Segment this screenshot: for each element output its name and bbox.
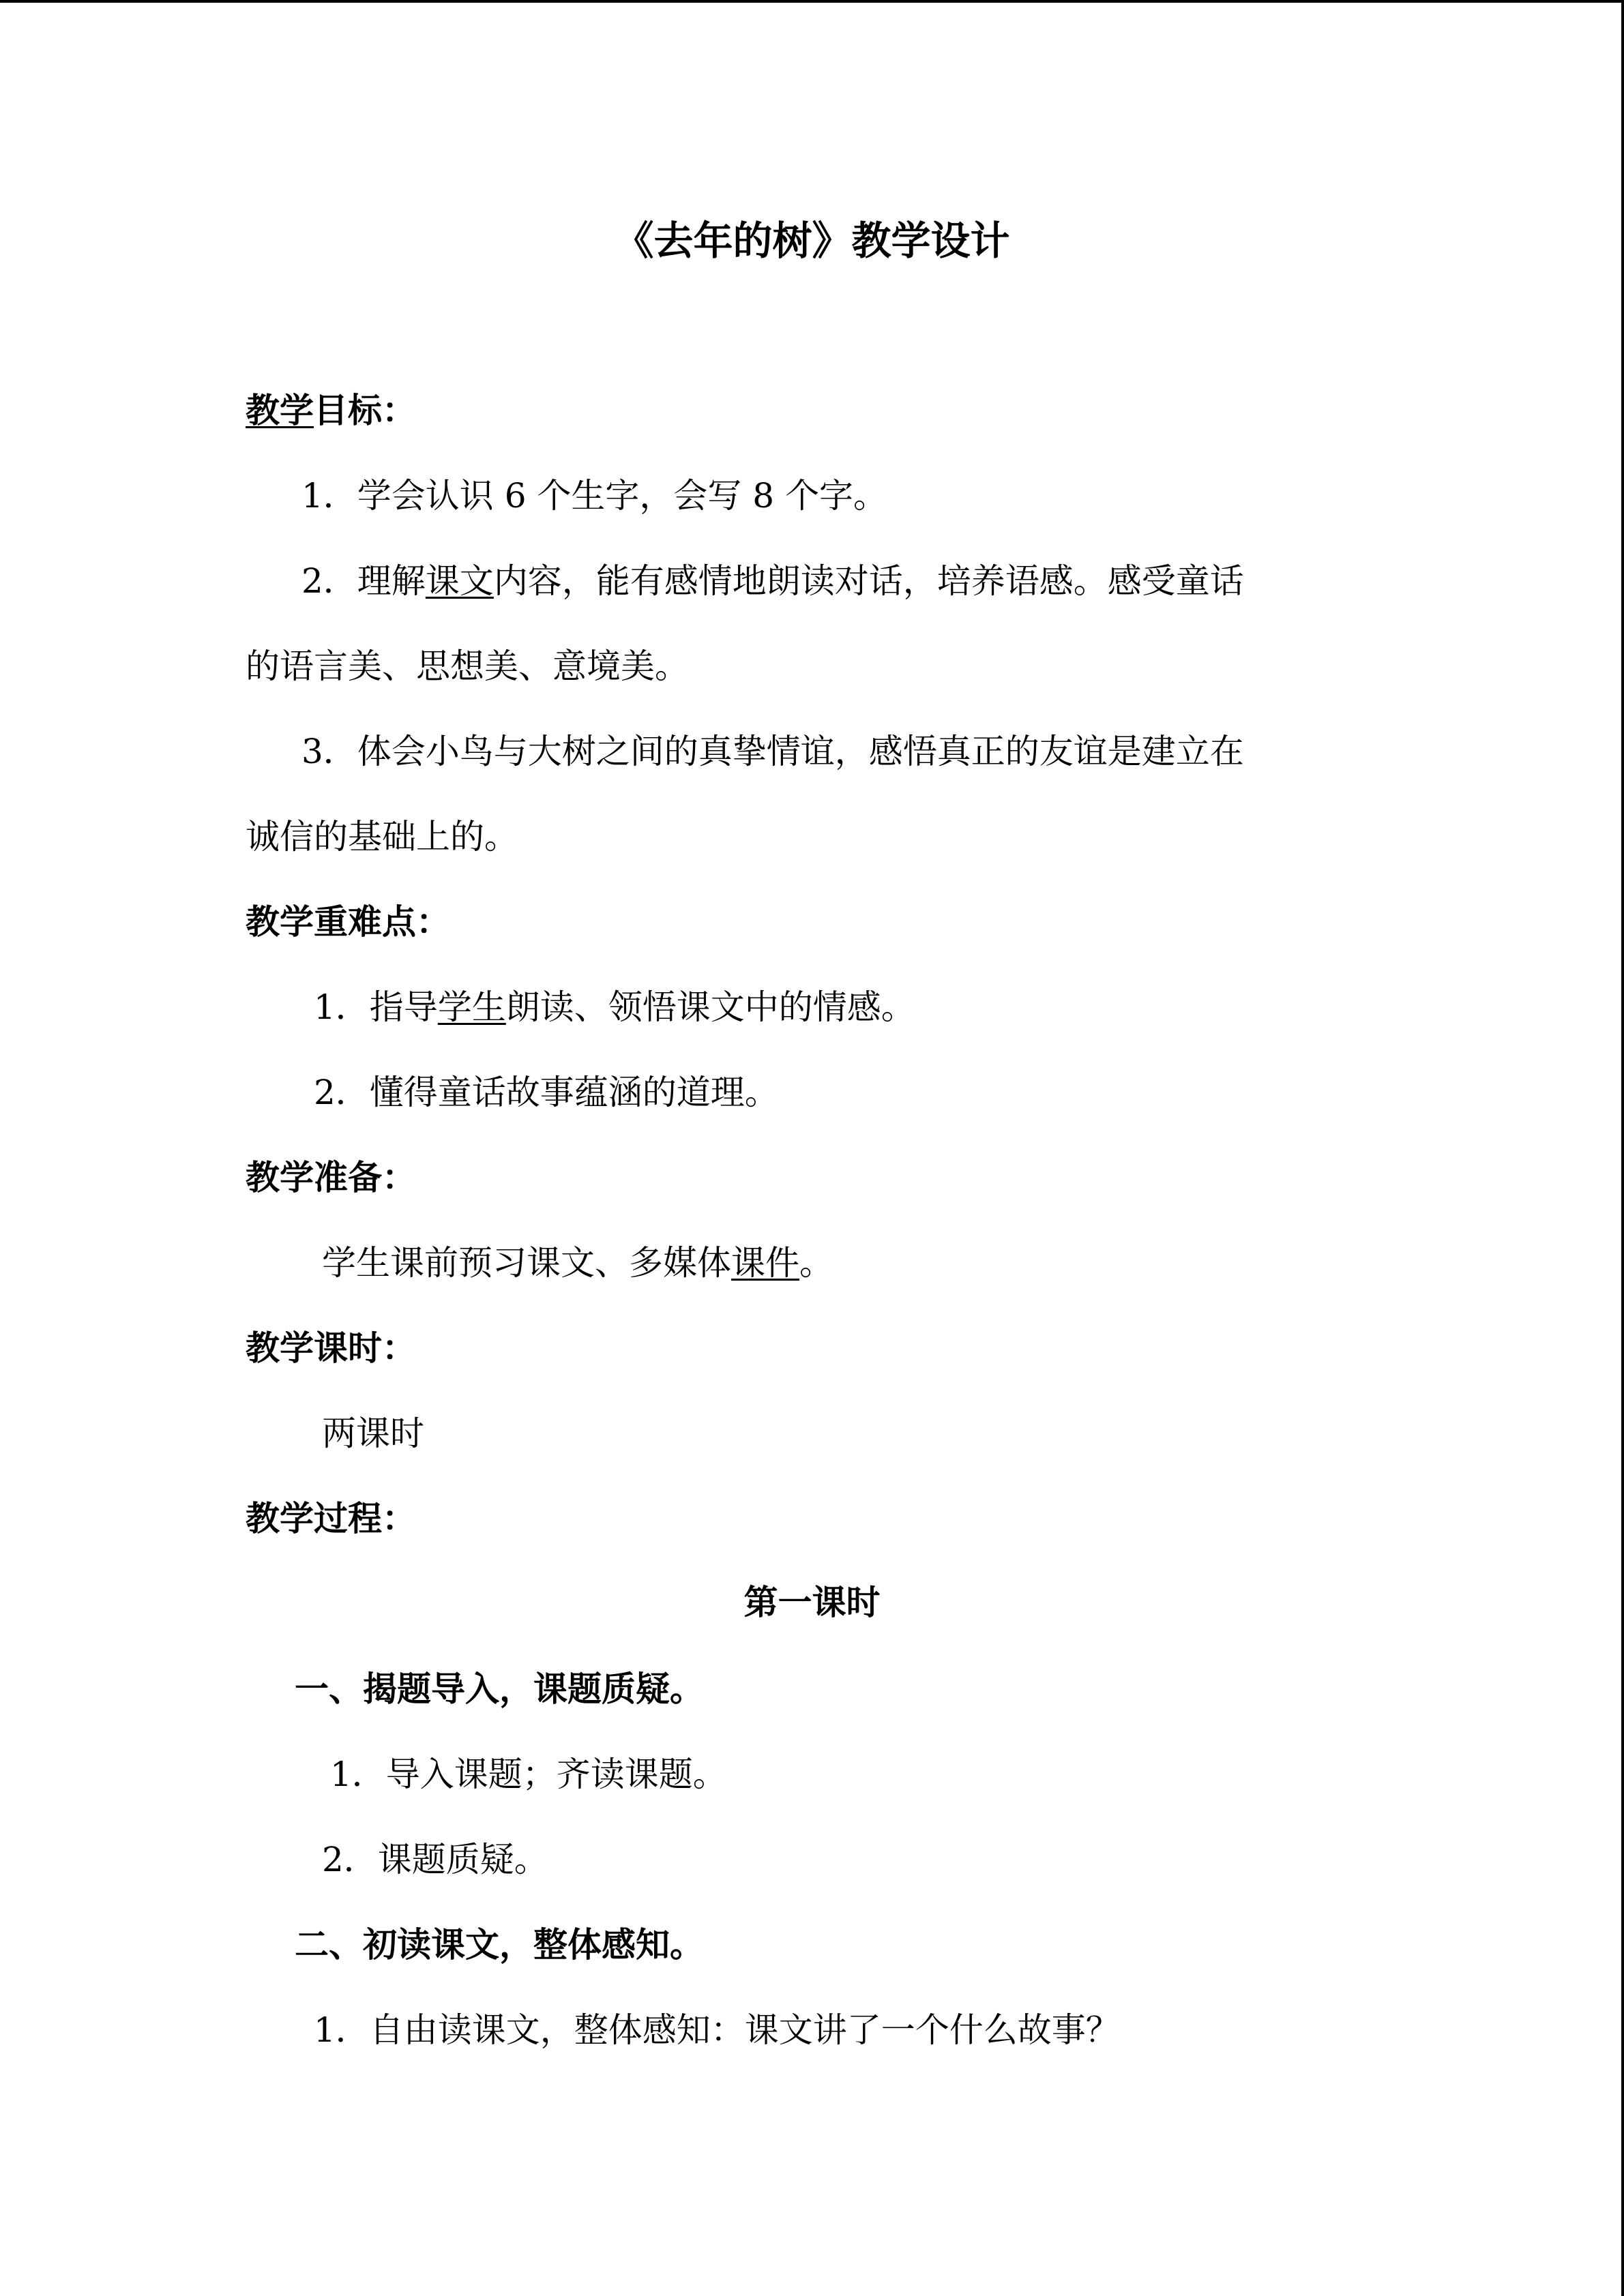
key-point-item-1-link[interactable]: 学生 — [437, 987, 506, 1027]
key-point-item-1-pre: 1．指导 — [314, 987, 438, 1027]
preparation-text-pre: 学生课前预习课文、多媒体 — [322, 1243, 731, 1283]
preparation-text-link[interactable]: 课件 — [731, 1243, 799, 1283]
preparation-text-post: 。 — [799, 1243, 833, 1283]
objective-item-3: 3．体会小鸟与大树之间的真挚情谊，感悟真正的友谊是建立在 — [301, 732, 1244, 771]
section-2-item-1: 1．自由读课文，整体感知：课文讲了一个什么故事？ — [314, 2010, 1120, 2050]
key-point-item-2: 2．懂得童话故事蕴涵的道理。 — [314, 1073, 779, 1112]
section-2-heading: 二、初读课文，整体感知。 — [295, 1924, 704, 1965]
key-points-heading: 教学重难点： — [246, 901, 450, 942]
objective-item-3-continued: 诚信的基础上的。 — [246, 817, 518, 856]
process-heading: 教学过程： — [246, 1498, 416, 1538]
preparation-heading: 教学准备： — [246, 1157, 416, 1197]
objective-item-2-pre: 2．理解 — [301, 561, 426, 601]
section-1-item-1: 1．导入课题；齐读课题。 — [330, 1755, 727, 1794]
objective-item-2-link[interactable]: 课文 — [425, 561, 494, 601]
objectives-heading-rest: 目标： — [314, 390, 416, 430]
objectives-heading-underlined: 教学 — [246, 390, 314, 430]
objective-item-1: 1．学会认识 6 个生字，会写 8 个字。 — [301, 476, 888, 516]
objective-item-2 — [301, 561, 1244, 601]
objective-item-2-post: 内容，能有感情地朗读对话，培养语感。感受童话 — [493, 561, 1244, 601]
page-top-border — [0, 0, 1624, 3]
section-1-heading: 一、揭题导入，课题质疑。 — [295, 1669, 704, 1709]
page-right-border — [1621, 0, 1624, 2296]
preparation-text — [322, 1242, 833, 1283]
objective-item-2-continued: 的语言美、思想美、意境美。 — [246, 646, 689, 686]
section-1-item-2: 2．课题质疑。 — [322, 1840, 548, 1879]
objectives-heading — [246, 390, 416, 431]
key-point-item-1-post: 朗读、领悟课文中的情感。 — [505, 987, 915, 1027]
key-point-item-1 — [314, 987, 915, 1028]
lesson-1-title: 第一课时 — [743, 1582, 881, 1622]
hours-heading: 教学课时： — [246, 1328, 416, 1368]
document-title: 《去年的树》教学设计 — [614, 218, 1010, 264]
hours-text: 两课时 — [322, 1414, 424, 1453]
